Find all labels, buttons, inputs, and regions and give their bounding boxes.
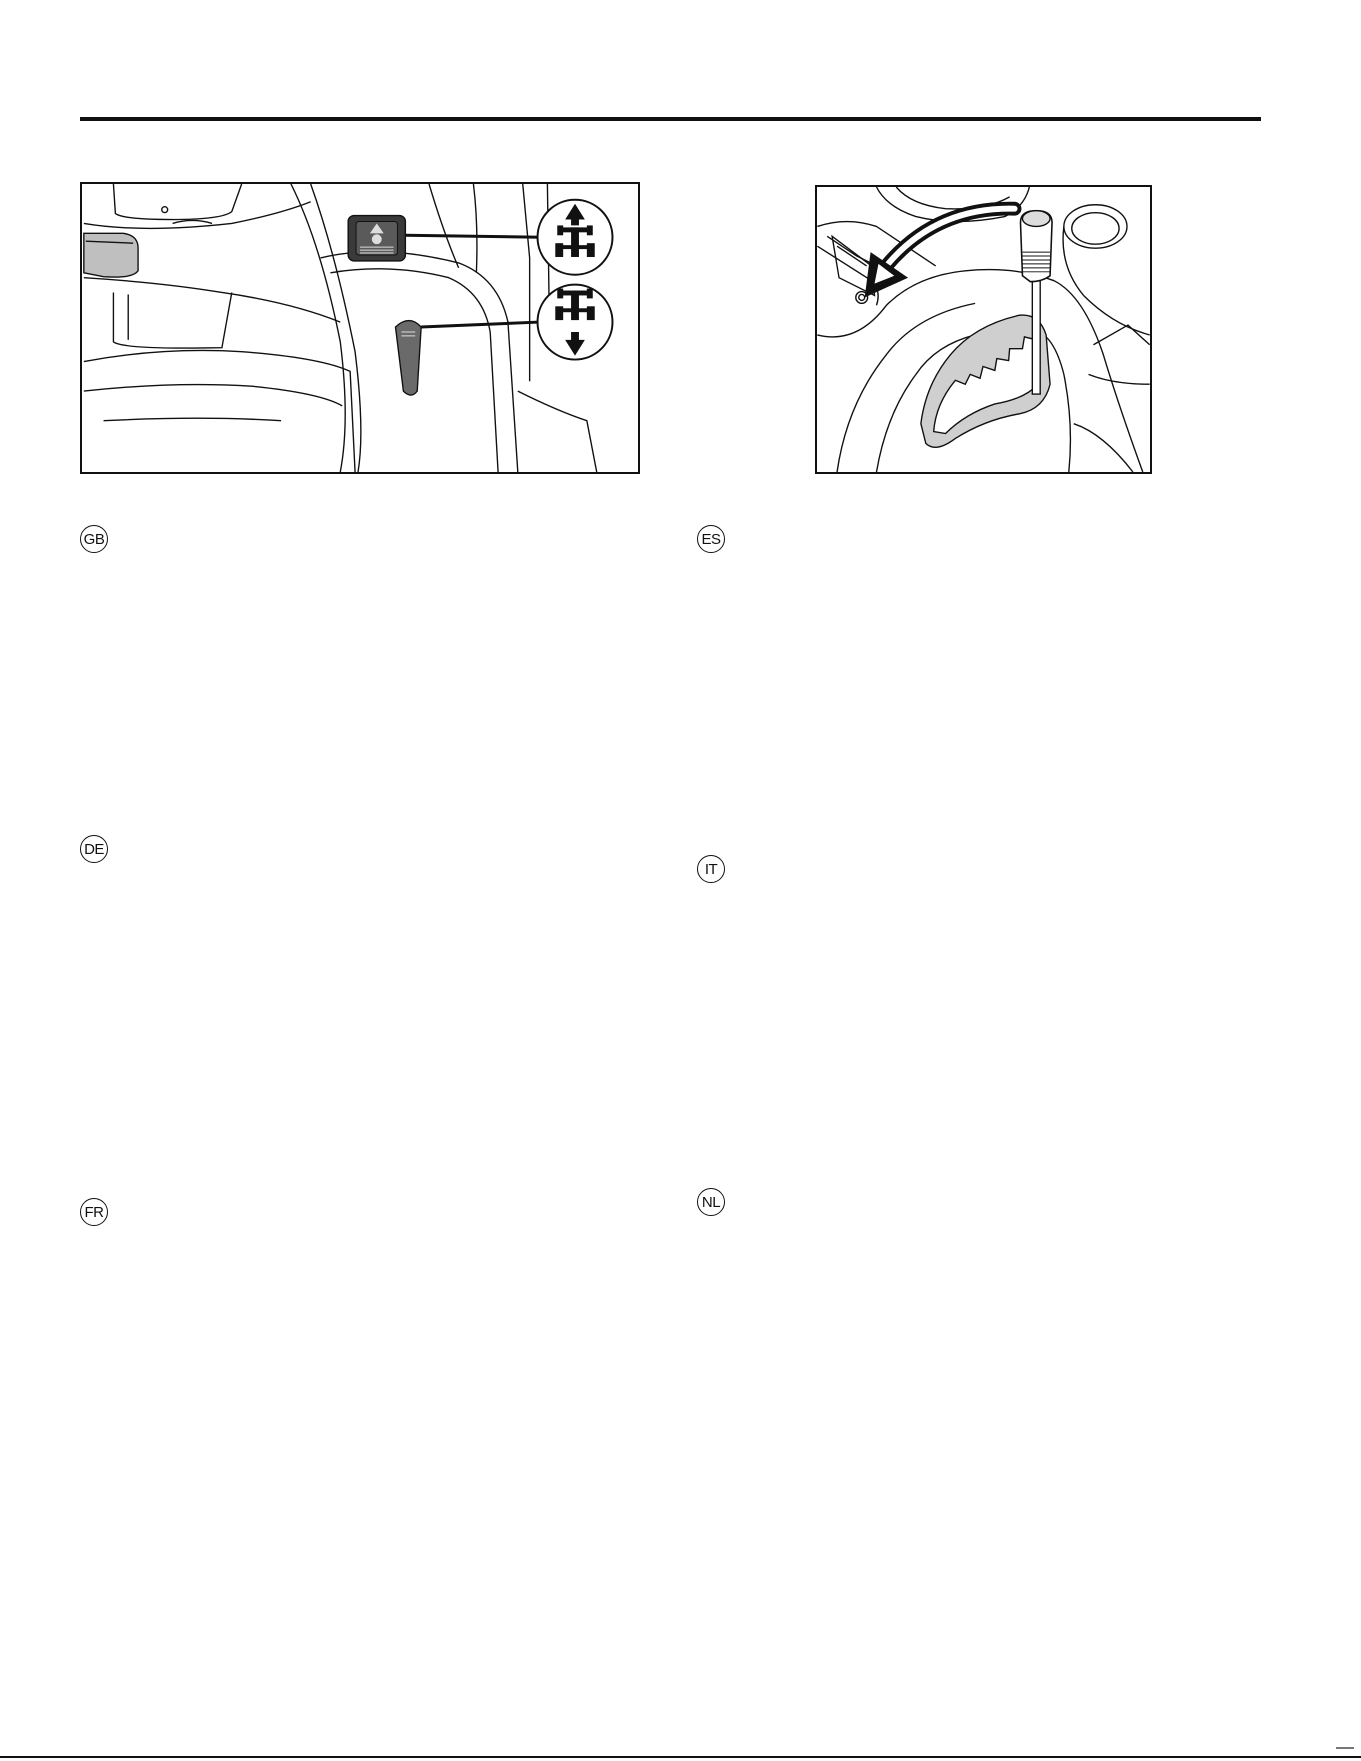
forward-pedal <box>348 216 405 261</box>
page-number-mark <box>1336 1747 1354 1749</box>
lang-badge-gb: GB <box>80 525 108 553</box>
pedal-illustration <box>80 182 640 474</box>
lang-badge-de: DE <box>80 835 108 863</box>
pedal-illustration-svg <box>82 184 638 472</box>
lang-badge-nl: NL <box>697 1188 725 1216</box>
tractor-forward-icon <box>538 200 613 275</box>
tractor-reverse-icon <box>538 285 613 360</box>
footer-rule <box>0 1756 1361 1758</box>
lang-badge-es: ES <box>697 525 725 553</box>
header-rule <box>80 117 1261 121</box>
lang-badge-fr: FR <box>80 1198 108 1226</box>
lever-illustration <box>815 185 1152 474</box>
reverse-pedal <box>396 321 422 395</box>
curved-arrow-icon <box>865 209 1015 298</box>
lang-badge-it: IT <box>697 855 725 883</box>
lever-illustration-svg <box>817 187 1150 472</box>
